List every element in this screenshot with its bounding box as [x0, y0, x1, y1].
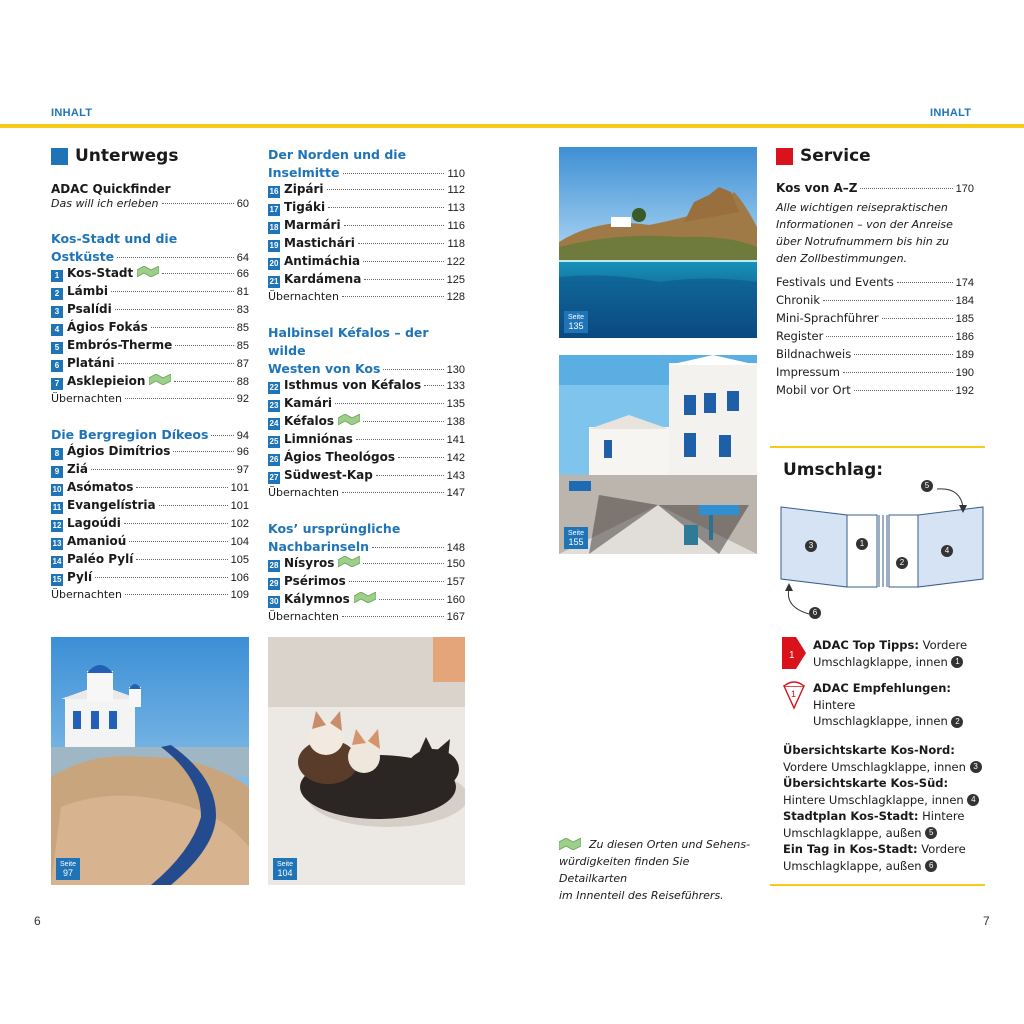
place-number-badge: 15: [52, 575, 62, 584]
toc-row[interactable]: 18 Marmári 116: [269, 218, 465, 232]
group-title-row[interactable]: Die Bergregion Díkeos 94: [51, 427, 249, 442]
place-number-badge: 11: [52, 503, 62, 512]
service-row[interactable]: Chronik 184: [776, 293, 974, 307]
page-ref-badge: Seite 155: [564, 527, 588, 549]
toc-row[interactable]: 17 Tigáki 113: [269, 200, 465, 214]
toc-row[interactable]: 3 Psalídi 83: [51, 302, 249, 320]
svg-text:1: 1: [791, 689, 797, 699]
place-number-badge: 18: [269, 223, 279, 232]
toc-row[interactable]: 26 Ágios Theológos 142: [269, 450, 465, 464]
cats-image: [268, 637, 465, 885]
quickfinder-title: ADAC Quickfinder: [51, 182, 171, 196]
toc-row[interactable]: 15 Pylí 106: [52, 570, 249, 584]
place-number-badge: 4: [51, 324, 63, 336]
marker-4: 4: [941, 545, 953, 557]
toc-row[interactable]: 1 Kos-Stadt 66: [51, 266, 249, 284]
group-title: Kos’ ursprüngliche: [268, 521, 401, 536]
photo-chapel: [51, 637, 249, 885]
section-unterwegs-heading: [51, 146, 249, 166]
toc-groups: [268, 146, 465, 628]
badge-2: 2: [951, 716, 963, 728]
toc-row[interactable]: 29 Psérimos 157: [269, 574, 465, 588]
header-rule: [0, 124, 1024, 128]
place-number-badge: 30: [269, 597, 279, 606]
marker-1: 1: [856, 538, 868, 550]
page-ref-badge: Seite 104: [273, 858, 297, 880]
place-number-badge: 16: [269, 187, 279, 196]
toc-row[interactable]: 28 Nísyros 150: [269, 556, 465, 570]
map-icon: [338, 556, 360, 567]
toc-row[interactable]: 8 Ágios Dimítrios 96: [51, 444, 249, 462]
red-square-icon: [776, 148, 793, 165]
page-ref-badge: Seite 135: [564, 311, 588, 333]
place-number-badge: 3: [51, 306, 63, 318]
toc-row[interactable]: 12 Lagoúdi 102: [52, 516, 249, 530]
az-desc-3: über Notrufnummern bis hin zu: [776, 235, 950, 248]
group-title: Halbinsel Kéfalos – der wilde: [268, 325, 429, 358]
divider: [770, 446, 985, 448]
map-icon: [559, 838, 581, 850]
page-number-left: 6: [34, 914, 41, 928]
top-tipps-text: ADAC Top Tipps: Vordere Umschlagklappe, innen 1: [813, 638, 968, 669]
group-title: Der Norden und die: [268, 147, 407, 162]
cover-map-item: Ein Tag in Kos-Stadt: Vordere Umschlagklappe, außen 6: [783, 842, 966, 873]
map-icon: [137, 266, 159, 277]
toc-row[interactable]: 23 Kamári 135: [269, 396, 465, 410]
place-number-badge: 6: [51, 360, 63, 372]
place-number-badge: 8: [51, 448, 63, 460]
toc-row[interactable]: 19 Mastichári 118: [269, 236, 465, 250]
cover-maps-list: [783, 742, 983, 874]
toc-row[interactable]: Übernachten 167: [268, 610, 465, 623]
service-row[interactable]: Bildnachweis 189: [776, 347, 974, 361]
place-number-badge: 22: [269, 383, 279, 392]
toc-row[interactable]: Übernachten 128: [268, 290, 465, 303]
place-number-badge: 19: [269, 241, 279, 250]
map-note: [559, 836, 759, 904]
toc-row[interactable]: 21 Kardámena 125: [269, 272, 465, 286]
toc-row[interactable]: 10 Asómatos 101: [52, 480, 249, 494]
cover-map-item: Übersichtskarte Kos-Süd: Hintere Umschlagklappe, innen 4: [783, 775, 983, 808]
badge-1: 1: [951, 656, 963, 668]
place-number-badge: 10: [52, 485, 62, 494]
cover-map-item: Stadtplan Kos-Stadt: Hintere Umschlagklappe, außen 5: [783, 809, 965, 840]
place-number-badge: 7: [51, 378, 63, 390]
toc-row[interactable]: 5 Embrós-Therme 85: [51, 338, 249, 356]
az-desc-4: den Zollbestimmungen.: [776, 252, 908, 265]
place-number-badge: 29: [269, 579, 279, 588]
map-note-line-1: Zu diesen Orten und Sehens-: [589, 838, 751, 851]
empfehlung-icon: [782, 680, 806, 710]
service-column: [776, 146, 974, 401]
place-number-badge: 21: [269, 277, 279, 286]
group-title-row[interactable]: Inselmitte 110: [268, 165, 465, 180]
umschlag-title: Umschlag:: [783, 460, 884, 480]
az-desc-1: Alle wichtigen reisepraktischen: [776, 201, 948, 214]
marker-5: 5: [921, 480, 933, 492]
section-title: Service: [800, 146, 871, 166]
taverna-image: [559, 355, 757, 554]
map-note-line-3: im Innenteil des Reiseführers.: [559, 889, 724, 902]
map-icon: [338, 414, 360, 425]
top-tipp-icon: [782, 637, 806, 669]
service-row[interactable]: Impressum 190: [776, 365, 974, 379]
place-number-badge: 12: [52, 521, 62, 530]
island-image: [559, 147, 757, 338]
photo-island: [559, 147, 757, 338]
blue-square-icon: [51, 148, 68, 165]
place-number-badge: 5: [51, 342, 63, 354]
service-row[interactable]: Festivals und Events 174: [776, 275, 974, 289]
place-number-badge: 23: [269, 401, 279, 410]
group-title-row[interactable]: Westen von Kos 130: [268, 361, 465, 376]
toc-groups: [51, 230, 249, 606]
group-title-row[interactable]: Ostküste 64: [51, 249, 249, 264]
place-number-badge: 13: [52, 539, 62, 548]
marker-6: 6: [809, 607, 821, 619]
toc-row[interactable]: Übernachten 109: [51, 588, 249, 601]
place-number-badge: 24: [269, 419, 279, 428]
map-icon: [149, 374, 171, 385]
quickfinder-row[interactable]: Das will ich erleben 60: [51, 197, 249, 210]
toc-row[interactable]: 6 Platáni 87: [51, 356, 249, 374]
place-number-badge: 27: [269, 473, 279, 482]
toc-row[interactable]: 4 Ágios Fokás 85: [51, 320, 249, 338]
photo-taverna: [559, 355, 757, 554]
photo-cats: [268, 637, 465, 885]
page-number-right: 7: [983, 914, 990, 928]
cover-map-item: Übersichtskarte Kos-Nord: Vordere Umschlagklappe, innen 3: [783, 742, 983, 775]
map-icon: [354, 592, 376, 603]
toc-row[interactable]: 24 Kéfalos 138: [269, 414, 465, 428]
section-title: Unterwegs: [75, 146, 179, 166]
toc-row[interactable]: 20 Antimáchia 122: [269, 254, 465, 268]
toc-row[interactable]: 7 Asklepieion 88: [51, 374, 249, 392]
toc-row[interactable]: Übernachten 92: [51, 392, 249, 405]
chapel-image: [51, 637, 249, 885]
toc-row[interactable]: 2 Lámbi 81: [51, 284, 249, 302]
page-ref-badge: Seite 97: [56, 858, 80, 880]
place-number-badge: 17: [269, 205, 279, 214]
place-number-badge: 25: [269, 437, 279, 446]
place-number-badge: 1: [51, 270, 63, 282]
toc-column-2: [268, 146, 465, 628]
place-number-badge: 26: [269, 455, 279, 464]
place-number-badge: 9: [51, 466, 63, 478]
toc-column-1: [51, 146, 249, 606]
svg-text:1: 1: [789, 650, 795, 661]
service-row[interactable]: Register 186: [776, 329, 974, 343]
toc-row[interactable]: 16 Zipári 112: [269, 182, 465, 196]
toc-row[interactable]: 27 Südwest-Kap 143: [269, 468, 465, 482]
toc-row[interactable]: 9 Ziá 97: [51, 462, 249, 480]
toc-row[interactable]: 30 Kálymnos 160: [269, 592, 465, 606]
empfehlungen-text: ADAC Empfehlungen: Hintere Umschlagklappe, innen 2: [813, 680, 988, 730]
header-left: INHALT: [51, 107, 93, 119]
marker-3: 3: [805, 540, 817, 552]
header-right: INHALT: [930, 107, 972, 119]
az-desc-2: Informationen – von der Anreise: [776, 218, 953, 231]
section-service-heading: [776, 146, 974, 166]
toc-row[interactable]: 11 Evangelístria 101: [52, 498, 249, 512]
map-note-line-2: würdigkeiten finden Sie Detailkarten: [559, 855, 690, 885]
marker-2: 2: [896, 557, 908, 569]
group-title: Kos-Stadt und die: [51, 231, 178, 246]
place-number-badge: 20: [269, 259, 279, 268]
place-number-badge: 28: [269, 561, 279, 570]
toc-row[interactable]: 13 Amanioú 104: [52, 534, 249, 548]
service-row[interactable]: Mobil vor Ort 192: [776, 383, 974, 397]
toc-row[interactable]: 14 Paléo Pylí 105: [52, 552, 249, 566]
toc-row[interactable]: 25 Limniónas 141: [269, 432, 465, 446]
place-number-badge: 14: [52, 557, 62, 566]
service-list: [776, 275, 974, 401]
toc-row[interactable]: 22 Isthmus von Kéfalos 133: [269, 378, 465, 392]
toc-row[interactable]: Übernachten 147: [268, 486, 465, 499]
divider: [770, 884, 985, 886]
group-title-row[interactable]: Nachbarinseln 148: [268, 539, 465, 554]
service-row[interactable]: Mini-Sprachführer 185: [776, 311, 974, 325]
toc-row-az[interactable]: Kos von A–Z 170: [776, 181, 974, 195]
place-number-badge: 2: [51, 288, 63, 300]
